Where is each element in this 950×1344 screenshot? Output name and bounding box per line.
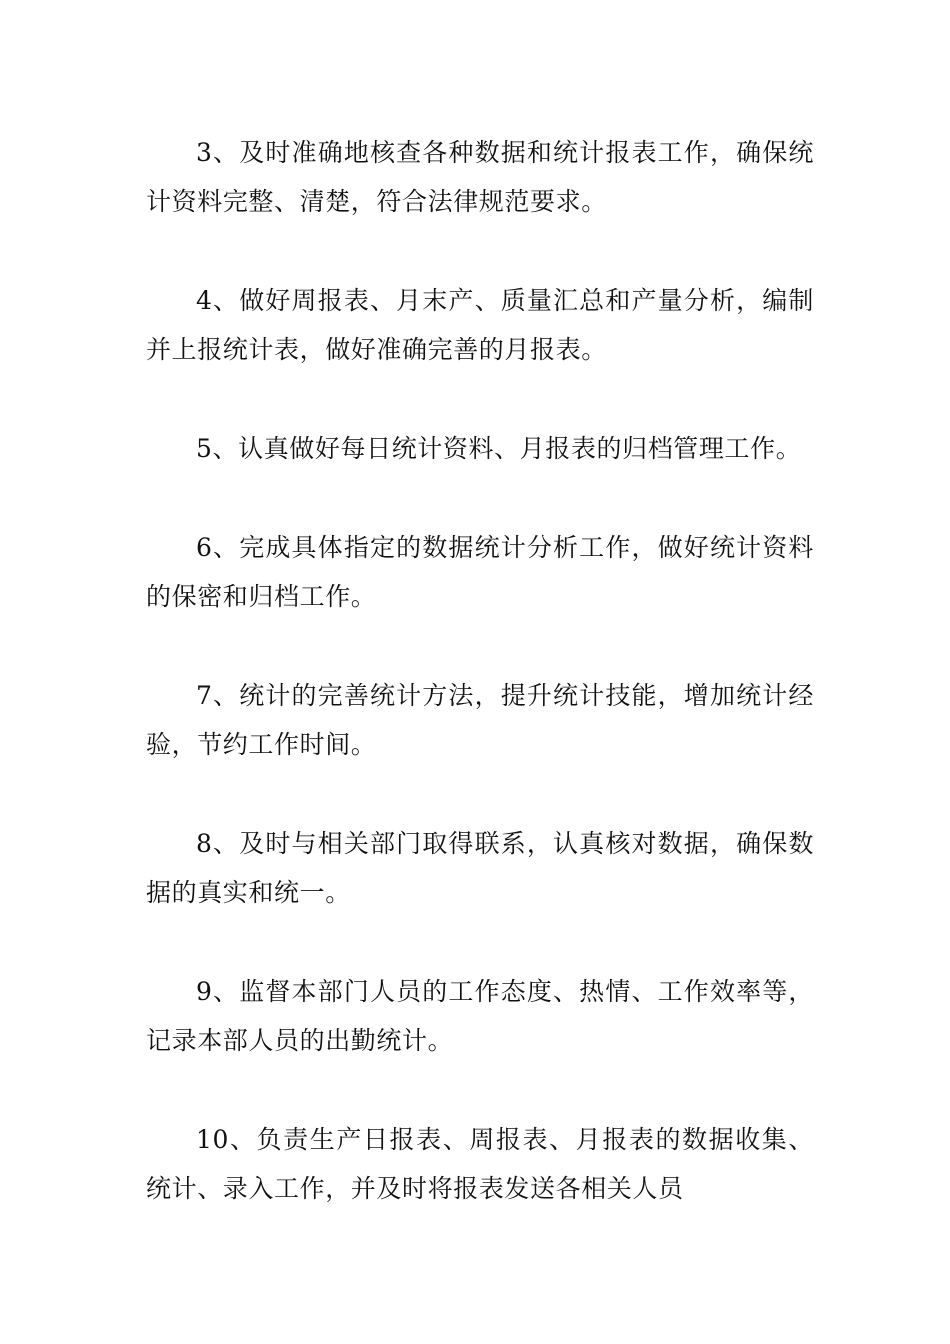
paragraph-item-4: 4、做好周报表、月末产、质量汇总和产量分析，编制并上报统计表，做好准确完善的月报表。 [146, 286, 814, 364]
document-body [146, 128, 814, 1213]
paragraph-item-6: 6、完成具体指定的数据统计分析工作，做好统计资料的保密和归档工作。 [146, 533, 814, 611]
paragraph-item-8: 8、及时与相关部门取得联系，认真核对数据，确保数据的真实和统一。 [146, 829, 814, 907]
paragraph-item-3: 3、及时准确地核查各种数据和统计报表工作，确保统计资料完整、清楚，符合法律规范要求。 [146, 138, 814, 216]
paragraph-item-7: 7、统计的完善统计方法，提升统计技能，增加统计经验，节约工作时间。 [146, 681, 814, 759]
paragraph-item-9: 9、监督本部门人员的工作态度、热情、工作效率等，记录本部人员的出勤统计。 [146, 977, 814, 1055]
paragraph-item-10: 10、负责生产日报表、周报表、月报表的数据收集、统计、录入工作，并及时将报表发送各相关人员 [146, 1125, 814, 1203]
paragraph-item-5: 5、认真做好每日统计资料、月报表的归档管理工作。 [196, 434, 802, 463]
